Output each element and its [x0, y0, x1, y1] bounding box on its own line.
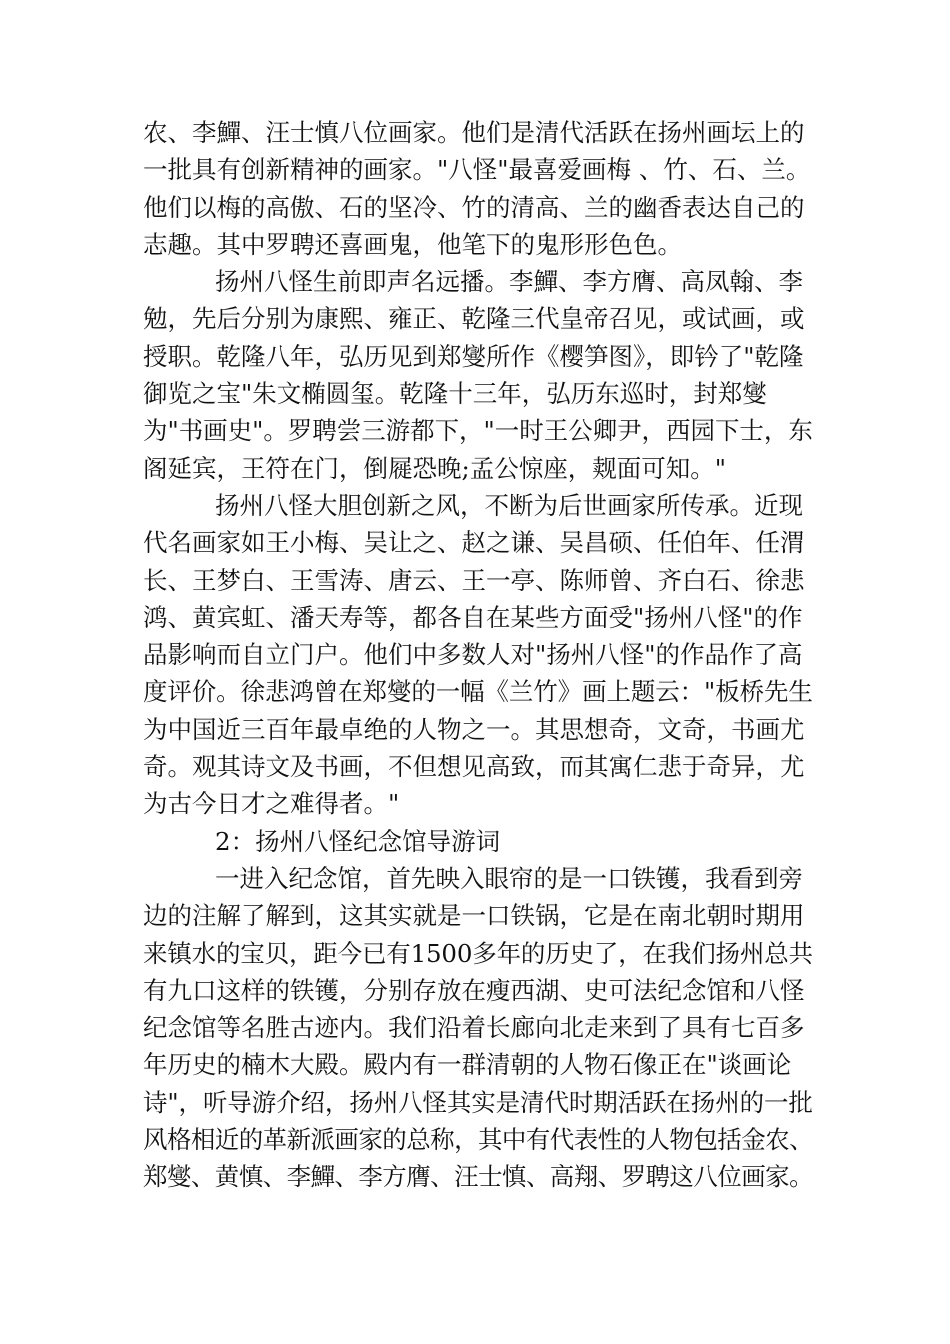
text-line: 为中国近三百年最卓绝的人物之一。其思想奇，文奇，书画尤 [143, 714, 805, 744]
text-line: 勉，先后分别为康熙、雍正、乾隆三代皇帝召见，或试画，或 [143, 304, 805, 334]
text-line: 鸿、黄宾虹、潘天寿等，都各自在某些方面受"扬州八怪"的作 [143, 602, 803, 632]
text-line: 一批具有创新精神的画家。"八怪"最喜爱画梅 、竹、石、兰。 [143, 155, 811, 185]
text-line: 他们以梅的高傲、石的坚冷、竹的清高、兰的幽香表达自己的 [143, 192, 805, 222]
text-line: 度评价。徐悲鸿曾在郑燮的一幅《兰竹》画上题云："板桥先生 [143, 677, 813, 707]
paragraph-start-line: 扬州八怪生前即声名远播。李鱓、李方膺、高凤翰、李 [215, 267, 803, 297]
text-line: 为古今日才之难得者。" [143, 789, 400, 819]
text-line: 阁延宾，王符在门，倒屣恐晚;孟公惊座，觌面可知。" [143, 453, 727, 483]
text-line: 奇。观其诗文及书画，不但想见高致，而其寓仁悲于奇异，尤 [143, 752, 805, 782]
text-line: 授职。乾隆八年，弘历见到郑燮所作《樱笋图》，即钤了"乾隆 [143, 341, 804, 371]
text-line: 来镇水的宝贝，距今已有1500多年的历史了，在我们扬州总共 [143, 938, 813, 968]
text-line: 志趣。其中罗聘还喜画鬼，他笔下的鬼形形色色。 [143, 229, 682, 259]
section-heading: 2：扬州八怪纪念馆导游词 [215, 826, 501, 856]
text-line: 农、李鱓、汪士慎八位画家。他们是清代活跃在扬州画坛上的 [143, 118, 805, 147]
text-line: 御览之宝"朱文椭圆玺。乾隆十三年，弘历东巡时，封郑燮 [143, 379, 767, 409]
text-line: 风格相近的革新派画家的总称，其中有代表性的人物包括金农、 [143, 1125, 813, 1155]
text-line: 品影响而自立门户。他们中多数人对"扬州八怪"的作品作了高 [143, 640, 803, 670]
text-line: 年历史的楠木大殿。殿内有一群清朝的人物石像正在"谈画论 [143, 1050, 792, 1080]
text-line: 有九口这样的铁镬，分别存放在瘦西湖、史可法纪念馆和八怪 [143, 975, 805, 1005]
text-line: 诗"，听导游介绍，扬州八怪其实是清代时期活跃在扬州的一批 [143, 1087, 813, 1117]
text-line: 为"书画史"。罗聘尝三游都下，"一时王公卿尹，西园下士，东 [143, 416, 813, 446]
text-line: 纪念馆等名胜古迹内。我们沿着长廊向北走来到了具有七百多 [143, 1013, 805, 1043]
document-body [143, 114, 813, 1196]
text-line: 郑燮、黄慎、李鱓、李方膺、汪士慎、高翔、罗聘这八位画家。 [143, 1162, 813, 1192]
paragraph-start-line: 一进入纪念馆，首先映入眼帘的是一口铁镬，我看到旁 [215, 863, 803, 893]
paragraph-start-line: 扬州八怪大胆创新之风，不断为后世画家所传承。近现 [215, 490, 803, 520]
text-line: 代名画家如王小梅、吴让之、赵之谦、吴昌硕、任伯年、任渭 [143, 528, 805, 558]
text-line: 长、王梦白、王雪涛、唐云、王一亭、陈师曾、齐白石、徐悲 [143, 565, 805, 595]
text-line: 边的注解了解到，这其实就是一口铁锅，它是在南北朝时期用 [143, 901, 805, 931]
